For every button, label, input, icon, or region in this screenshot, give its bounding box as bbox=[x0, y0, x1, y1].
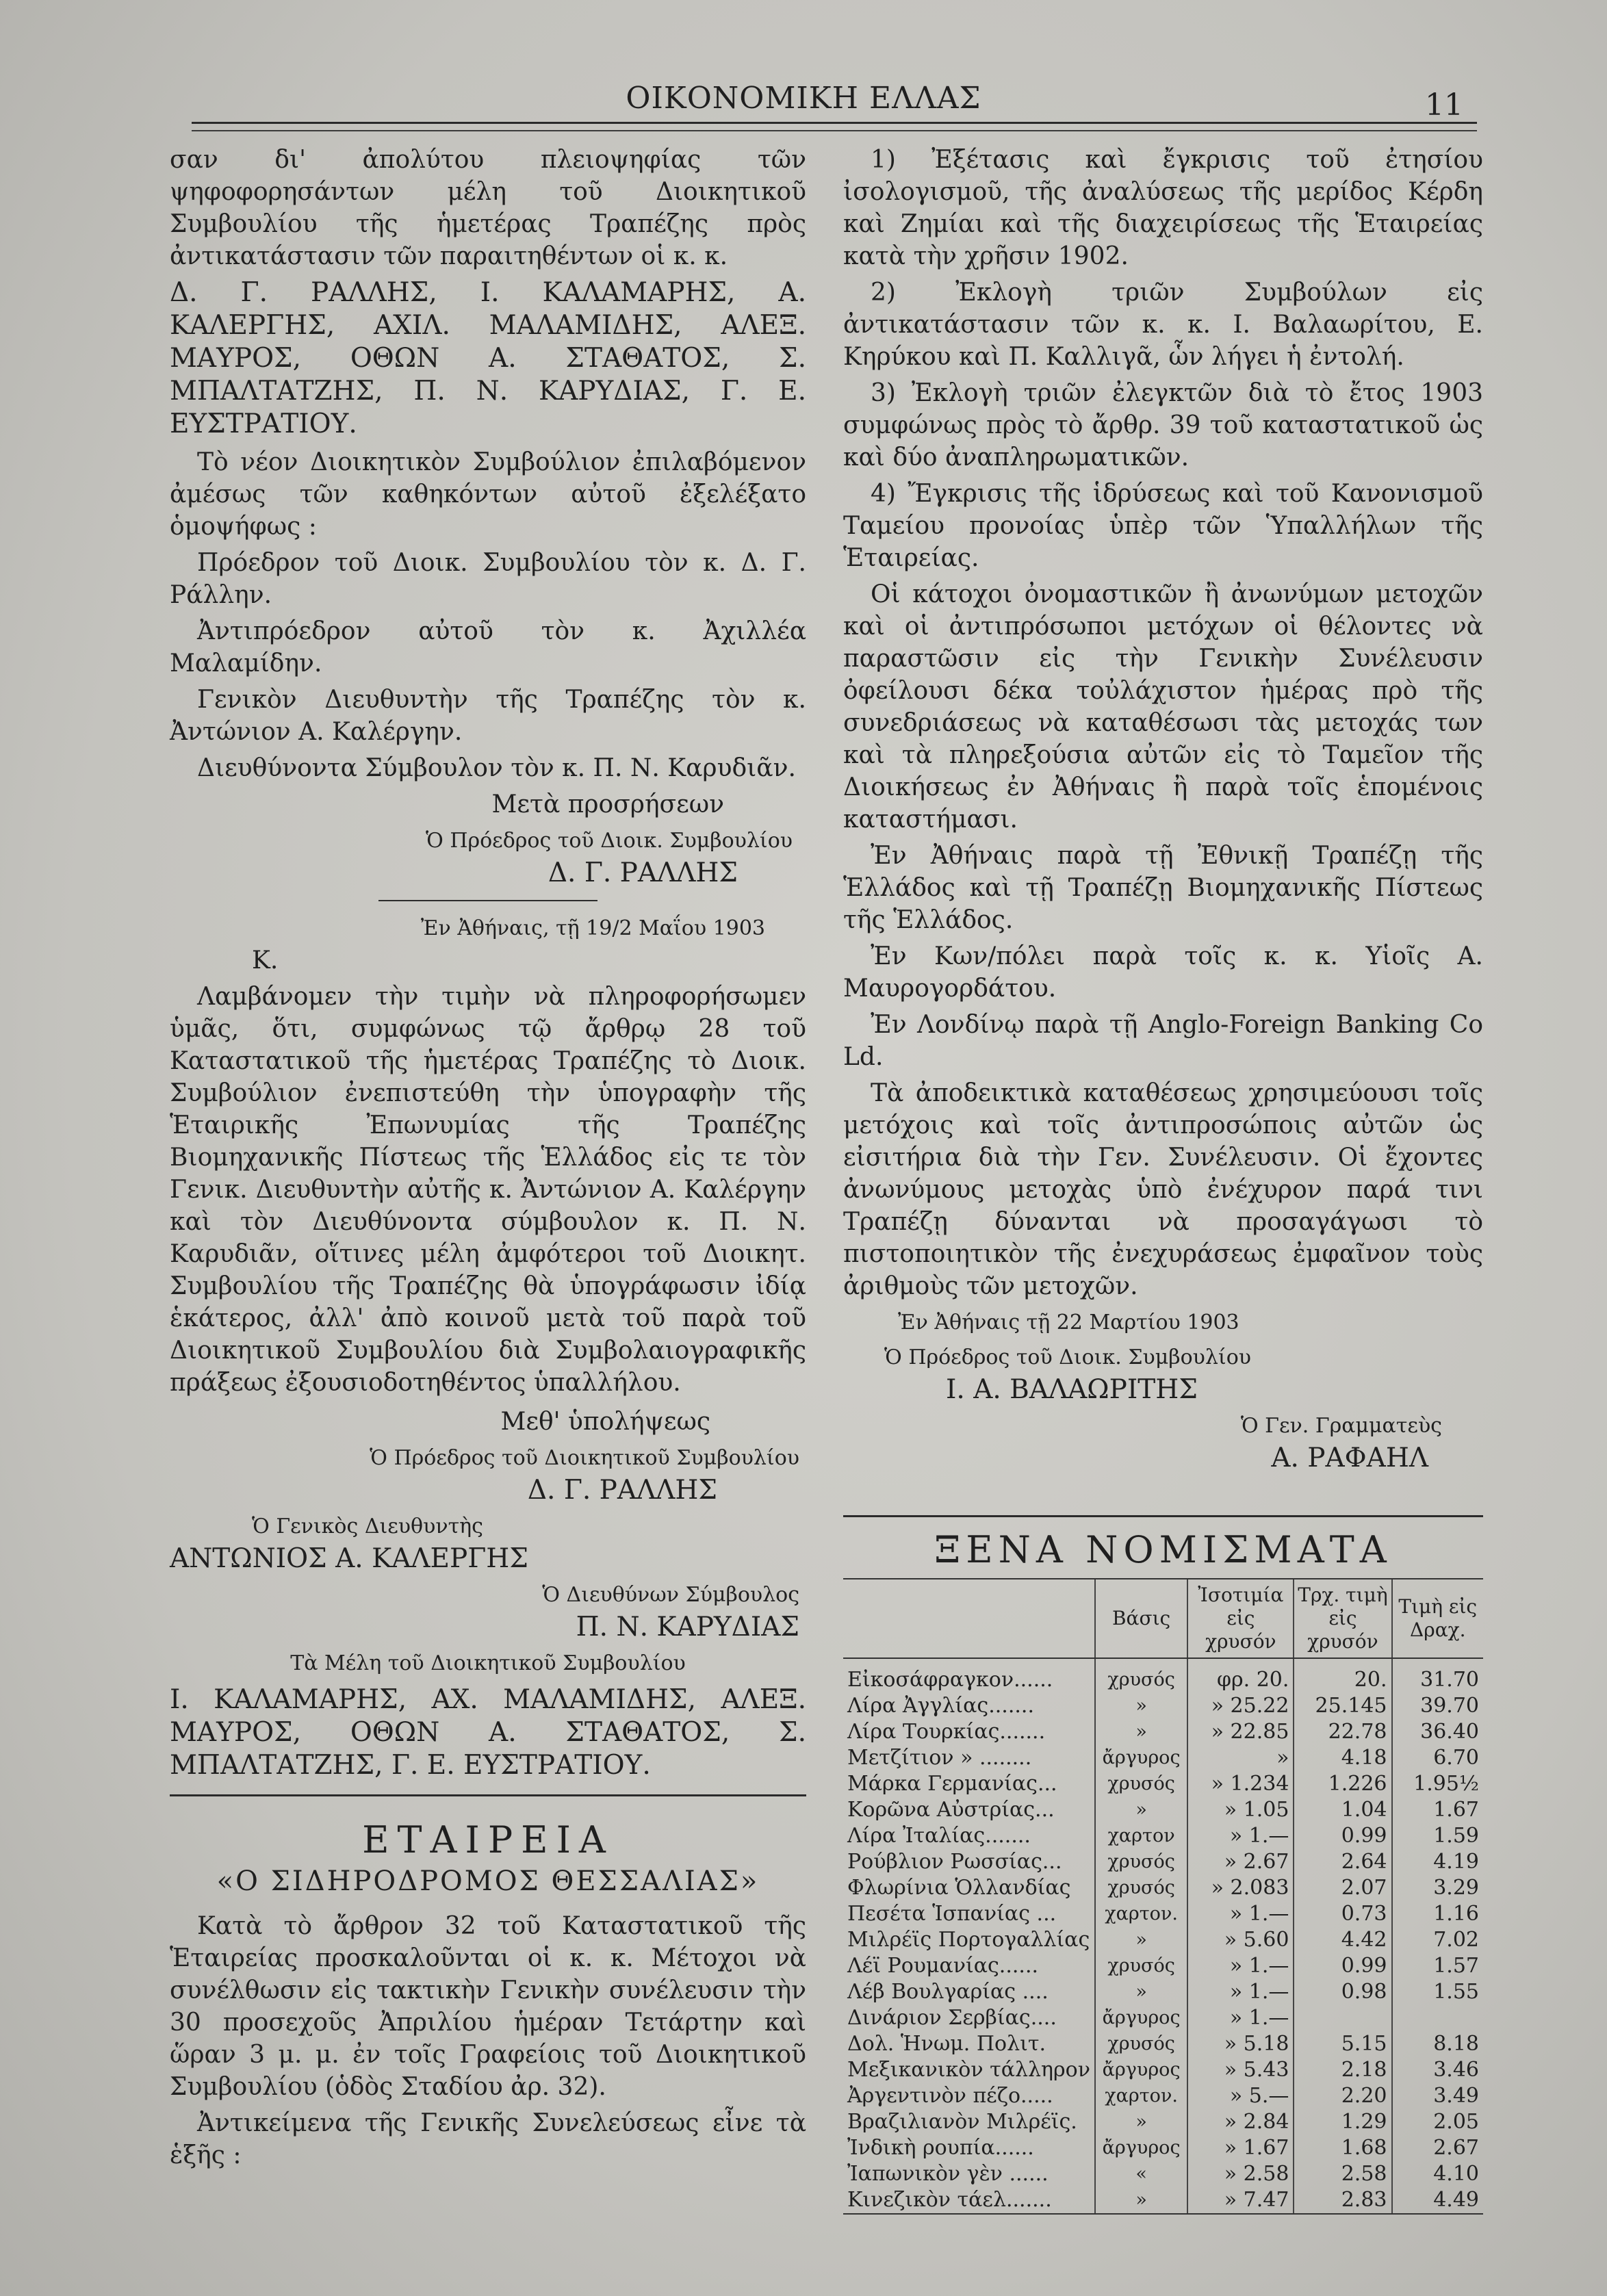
table-cell: « bbox=[1095, 2161, 1187, 2187]
board-members-list: Δ. Γ. ΡΑΛΛΗΣ, Ι. ΚΑΛΑΜΑΡΗΣ, Α. ΚΑΛΕΡΓΗΣ, ΑΧΙΛ. ΜΑΛΑΜΙΔΗΣ, ΑΛΕΞ. ΜΑΥΡΟΣ, ΟΘΩΝ Α. ΣΤΑΘΑΤΟΣ, Σ. ΜΠΑΛΤΑΤΖΗΣ, Π. Ν. ΚΑΡΥΔΙΑΣ, Γ. Ε. ΕΥΣΤΡΑΤΙΟΥ. bbox=[170, 277, 806, 439]
table-cell: 4.10 bbox=[1392, 2161, 1483, 2187]
page-number: 11 bbox=[1425, 88, 1463, 122]
table-cell: 6.70 bbox=[1392, 1745, 1483, 1771]
table-row bbox=[843, 2005, 1483, 2031]
left-paragraph-8: Κατὰ τὸ ἄρθρον 32 τοῦ Καταστατικοῦ τῆς Ἑταιρείας προσκαλοῦνται οἱ κ. κ. Μέτοχοι νὰ συνέλθωσιν εἰς τακτικὴν Γενικὴν συνέλευσιν τὴν 30 προσεχοῦς Ἀπριλίου ἡμέραν Τετάρτην καὶ ὥραν 3 μ. μ. ἐν τοῖς Γραφείοις τοῦ Διοικητικοῦ Συμβουλίου (ὁδὸς Σταδίου ἀρ. 32). bbox=[170, 1912, 806, 2101]
table-cell: 5.15 bbox=[1294, 2031, 1391, 2057]
table-cell: » bbox=[1095, 1693, 1187, 1719]
table-cell: 2.83 bbox=[1294, 2187, 1391, 2214]
table-cell: χρυσός bbox=[1095, 1953, 1187, 1979]
table-row bbox=[843, 2161, 1483, 2187]
table-cell: χαρτον bbox=[1095, 1823, 1187, 1849]
table-cell: » 1.— bbox=[1187, 1953, 1294, 1979]
signature-name-2: Δ. Γ. ΡΑΛΛΗΣ bbox=[527, 1475, 717, 1506]
table-row bbox=[843, 2083, 1483, 2109]
table-cell: χαρτον. bbox=[1095, 1901, 1187, 1927]
right-dateline: Ἐν Ἀθήναις τῇ 22 Μαρτίου 1903 bbox=[898, 1311, 1239, 1334]
table-row bbox=[843, 1797, 1483, 1823]
column-header: Τιμὴ εἰς Δραχ. bbox=[1392, 1579, 1483, 1658]
table-cell: χρυσός bbox=[1095, 1771, 1187, 1797]
column-header: Βάσις bbox=[1095, 1579, 1187, 1658]
table-cell: 1.59 bbox=[1392, 1823, 1483, 1849]
table-cell: Μεξικανικὸν τάλληρον bbox=[847, 2058, 1090, 2082]
right-signature-name-2: Α. ΡΑΦΑΗΛ bbox=[1271, 1443, 1428, 1473]
table-cell: » 5.18 bbox=[1187, 2031, 1294, 2057]
closing-salutation-2: Μεθ' ὑπολήψεως bbox=[500, 1408, 710, 1436]
table-cell: 2.07 bbox=[1294, 1875, 1391, 1901]
table-row bbox=[843, 1823, 1483, 1849]
masthead-title: ΟΙΚΟΝΟΜΙΚΗ ΕΛΛΑΣ bbox=[626, 81, 981, 116]
table-cell: » bbox=[1095, 1927, 1187, 1953]
column-header: Ἰσοτιμία εἰς χρυσόν bbox=[1187, 1579, 1294, 1658]
header-rule-thin bbox=[192, 130, 1477, 131]
table-cell: 7.02 bbox=[1392, 1927, 1483, 1953]
table-cell: Ἰνδικὴ ρουπία...... bbox=[847, 2136, 1034, 2160]
table-cell: Κορῶνα Αὐστρίας... bbox=[847, 1798, 1055, 1822]
left-paragraph-3: Πρόεδρον τοῦ Διοικ. Συμβουλίου τὸν κ. Δ. Γ. Ράλλην. bbox=[170, 549, 806, 609]
table-body bbox=[843, 1658, 1483, 2214]
foreign-currency-table bbox=[843, 1578, 1483, 2215]
table-cell: » 1.— bbox=[1187, 1979, 1294, 2005]
table-cell: 0.73 bbox=[1294, 1901, 1391, 1927]
table-cell: 1.67 bbox=[1392, 1797, 1483, 1823]
table-cell: Λέϊ Ρουμανίας...... bbox=[847, 1954, 1039, 1978]
right-column bbox=[843, 144, 1483, 2215]
table-cell: » bbox=[1095, 1719, 1187, 1745]
table-cell: Λίρα Τουρκίας....... bbox=[847, 1720, 1046, 1744]
table-cell: 3.29 bbox=[1392, 1875, 1483, 1901]
table-row bbox=[843, 1953, 1483, 1979]
table-cell: » 2.84 bbox=[1187, 2109, 1294, 2135]
members-names: Ι. ΚΑΛΑΜΑΡΗΣ, ΑΧ. ΜΑΛΑΜΙΔΗΣ, ΑΛΕΞ. ΜΑΥΡΟΣ, ΟΘΩΝ Α. ΣΤΑΘΑΤΟΣ, Σ. ΜΠΑΛΤΑΤΖΗΣ, Γ. Ε. ΕΥΣΤΡΑΤΙΟΥ. bbox=[170, 1684, 806, 1781]
right-signature-role-2: Ὁ Γεν. Γραμματεὺς bbox=[1240, 1414, 1442, 1438]
dateline: Ἐν Ἀθήναις, τῇ 19/2 Μαΐου 1903 bbox=[420, 916, 765, 940]
table-cell: 39.70 bbox=[1392, 1693, 1483, 1719]
table-cell: 0.99 bbox=[1294, 1953, 1391, 1979]
table-cell: » bbox=[1095, 2187, 1187, 2214]
table-cell: » 5.— bbox=[1187, 2083, 1294, 2109]
table-row bbox=[843, 2109, 1483, 2135]
right-signature-role-1: Ὁ Πρόεδρος τοῦ Διοικ. Συμβουλίου bbox=[884, 1345, 1251, 1369]
table-cell: » 1.— bbox=[1187, 1901, 1294, 1927]
column-header: Τρχ. τιμὴ εἰς χρυσόν bbox=[1294, 1579, 1391, 1658]
table-cell: » 2.083 bbox=[1187, 1875, 1294, 1901]
table-cell: 4.42 bbox=[1294, 1927, 1391, 1953]
agenda-item-3: 3) Ἐκλογὴ τριῶν ἐλεγκτῶν διὰ τὸ ἔτος 1903 συμφώνως πρὸς τὸ ἄρθρ. 39 τοῦ καταστατικοῦ ὡς καὶ δύο ἀναπληρωματικῶν. bbox=[843, 379, 1483, 472]
table-cell: » 1.— bbox=[1187, 1823, 1294, 1849]
table-row bbox=[843, 1719, 1483, 1745]
table-cell: Λέβ Βουλγαρίας .... bbox=[847, 1980, 1049, 2004]
table-cell: Εἰκοσάφραγκον...... bbox=[847, 1668, 1053, 1692]
left-paragraph-2: Τὸ νέον Διοικητικὸν Συμβούλιον ἐπιλαβόμενον ἀμέσως τῶν καθηκόντων αὐτοῦ ἐξελέξατο ὁμοψήφως : bbox=[170, 448, 806, 541]
section-title: ΕΤΑΙΡΕΙΑ bbox=[362, 1818, 614, 1861]
table-row bbox=[843, 1875, 1483, 1901]
signature-name-1: Δ. Γ. ΡΑΛΛΗΣ bbox=[548, 857, 738, 888]
table-cell: » 5.60 bbox=[1187, 1927, 1294, 1953]
table-row bbox=[843, 1849, 1483, 1875]
table-cell: χρυσός bbox=[1095, 1849, 1187, 1875]
table-cell: 2.64 bbox=[1294, 1849, 1391, 1875]
table-cell bbox=[1392, 2005, 1483, 2031]
section-subtitle: «Ο ΣΙΔΗΡΟΔΡΟΜΟΣ ΘΕΣΣΑΛΙΑΣ» bbox=[216, 1866, 760, 1897]
table-cell: Δολ. Ἡνωμ. Πολιτ. bbox=[847, 2032, 1046, 2056]
table-cell: 1.95½ bbox=[1392, 1771, 1483, 1797]
signature-role-1: Ὁ Πρόεδρος τοῦ Διοικ. Συμβουλίου bbox=[426, 829, 793, 853]
table-cell bbox=[1294, 2005, 1391, 2031]
table-cell: 2.05 bbox=[1392, 2109, 1483, 2135]
table-cell: χρυσός bbox=[1095, 1658, 1187, 1693]
table-cell: 4.18 bbox=[1294, 1745, 1391, 1771]
table-cell: 2.67 bbox=[1392, 2135, 1483, 2161]
left-paragraph-5: Γενικὸν Διευθυντὴν τῆς Τραπέζης τὸν κ. Ἀντώνιον Α. Καλέργην. bbox=[170, 686, 806, 746]
members-label: Τὰ Μέλη τοῦ Διοικητικοῦ Συμβουλίου bbox=[290, 1651, 686, 1675]
table-row bbox=[843, 1901, 1483, 1927]
table-cell: 20. bbox=[1294, 1658, 1391, 1693]
left-paragraph-9: Ἀντικείμενα τῆς Γενικῆς Συνελεύσεως εἶνε τὰ ἑξῆς : bbox=[170, 2109, 806, 2169]
table-cell: » 1.234 bbox=[1187, 1771, 1294, 1797]
table-cell: 0.99 bbox=[1294, 1823, 1391, 1849]
table-cell: 1.04 bbox=[1294, 1797, 1391, 1823]
table-cell: Λίρα Ἀγγλίας....... bbox=[847, 1694, 1034, 1718]
table-cell: 36.40 bbox=[1392, 1719, 1483, 1745]
table-cell: 1.16 bbox=[1392, 1901, 1483, 1927]
signature-name-4: Π. Ν. ΚΑΡΥΔΙΑΣ bbox=[576, 1612, 799, 1642]
table-cell: » 1.05 bbox=[1187, 1797, 1294, 1823]
table-row bbox=[843, 2057, 1483, 2083]
table-cell: Βραζιλιανὸν Μιλρέϊς. bbox=[847, 2110, 1077, 2134]
table-cell: » bbox=[1095, 1797, 1187, 1823]
column-header bbox=[843, 1579, 1095, 1658]
table-row bbox=[843, 1745, 1483, 1771]
table-cell: » 25.22 bbox=[1187, 1693, 1294, 1719]
table-cell: ἄργυρος bbox=[1095, 1745, 1187, 1771]
table-row bbox=[843, 1979, 1483, 2005]
signature-role-4: Ὁ Διευθύνων Σύμβουλος bbox=[542, 1583, 799, 1607]
right-paragraph-5: Τὰ ἀποδεικτικὰ καταθέσεως χρησιμεύουσι τοῖς μετόχοις καὶ τοῖς ἀντιπροσώποις αὐτῶν ὡς εἰσιτήρια διὰ τὴν Γεν. Συνέλευσιν. Οἱ ἔχοντες ἀνωνύμους μετοχὰς ὑπὸ ἐνέχυρον παρά τινι Τραπέζῃ δύνανται νὰ προσαγάγωσι τὸ πιστοποιητικὸν τῆς ἐνεχυράσεως ἐμφαῖνον τοὺς ἀριθμοὺς τῶν μετοχῶν. bbox=[843, 1079, 1483, 1300]
table-cell: » 1.67 bbox=[1187, 2135, 1294, 2161]
table-cell: » bbox=[1095, 2109, 1187, 2135]
addressee: Κ. bbox=[252, 946, 279, 975]
table-cell: » bbox=[1095, 1979, 1187, 2005]
table-cell: ἄργυρος bbox=[1095, 2005, 1187, 2031]
right-signature-name-1: Ι. Α. ΒΑΛΑΩΡΙΤΗΣ bbox=[946, 1374, 1198, 1405]
table-cell: Μάρκα Γερμανίας... bbox=[847, 1772, 1057, 1796]
table-row bbox=[843, 2135, 1483, 2161]
agenda-item-4: 4) Ἔγκρισις τῆς ἱδρύσεως καὶ τοῦ Κανονισμοῦ Ταμείου προνοίας ὑπὲρ τῶν Ὑπαλλήλων τῆς Ἑταιρείας. bbox=[843, 480, 1483, 572]
right-paragraph-2: Ἐν Ἀθήναις παρὰ τῇ Ἐθνικῇ Τραπέζῃ τῆς Ἑλλάδος καὶ τῇ Τραπέζῃ Βιομηχανικῆς Πίστεως τῆς Ἑλλάδος. bbox=[843, 842, 1483, 934]
table-cell: 2.18 bbox=[1294, 2057, 1391, 2083]
section-divider bbox=[170, 1794, 806, 1796]
table-cell: 2.20 bbox=[1294, 2083, 1391, 2109]
signature-role-2: Ὁ Πρόεδρος τοῦ Διοικητικοῦ Συμβουλίου bbox=[370, 1446, 799, 1470]
table-row bbox=[843, 1927, 1483, 1953]
table-cell: 1.57 bbox=[1392, 1953, 1483, 1979]
table-cell: 1.55 bbox=[1392, 1979, 1483, 2005]
table-cell: » 1.— bbox=[1187, 2005, 1294, 2031]
table-cell: » 2.67 bbox=[1187, 1849, 1294, 1875]
table-cell: χρυσός bbox=[1095, 1875, 1187, 1901]
left-column bbox=[170, 144, 806, 2176]
table-cell: 1.29 bbox=[1294, 2109, 1391, 2135]
table-cell: φρ. 20. bbox=[1187, 1658, 1294, 1693]
table-cell: ἄργυρος bbox=[1095, 2057, 1187, 2083]
table-cell: Κινεζικὸν τάελ....... bbox=[843, 2187, 1095, 2214]
left-paragraph-7: Λαμβάνομεν τὴν τιμὴν νὰ πληροφορήσωμεν ὑμᾶς, ὅτι, συμφώνως τῷ ἄρθρῳ 28 τοῦ Καταστατικοῦ τῆς ἡμετέρας Τραπέζης τὸ Διοικ. Συμβούλιον ἐνεπιστεύθη τὴν ὑπογραφὴν τῆς Ἑταιρικῆς Ἐπωνυμίας τῆς Τραπέζης Βιομηχανικῆς Πίστεως τῆς Ἑλλάδος εἰς τε τὸν Γενικ. Διευθυντὴν αὐτῆς κ. Ἀντώνιον Α. Καλέργην καὶ τὸν Διευθύνοντα σύμβουλον κ. Π. Ν. Καρυδιᾶν, οἵτινες μέλη ἀμφότεροι τοῦ Διοικητ. Συμβουλίου τῆς Τραπέζης θὰ ὑπογράφωσιν ἰδίᾳ ἑκάτερος, ἀλλ' ἀπὸ κοινοῦ μετὰ τοῦ παρὰ τοῦ Διοικητικοῦ Συμβουλίου διὰ Συμβολαιογραφικῆς πράξεως ἐξουσιοδοτηθέντος ὑπαλλήλου. bbox=[170, 983, 806, 1397]
table-cell: 31.70 bbox=[1392, 1658, 1483, 1693]
table-cell: χαρτον. bbox=[1095, 2083, 1187, 2109]
currency-section-divider bbox=[843, 1515, 1483, 1517]
table-row bbox=[843, 2187, 1483, 2214]
table-cell: Μετζίτιον » ........ bbox=[847, 1746, 1032, 1770]
closing-salutation-1: Μετὰ προσρήσεων bbox=[491, 790, 724, 818]
table-cell: 2.58 bbox=[1294, 2161, 1391, 2187]
left-paragraph-6: Διευθύνοντα Σύμβουλον τὸν κ. Π. Ν. Καρυδιᾶν. bbox=[197, 754, 796, 782]
table-cell: χρυσός bbox=[1095, 2031, 1187, 2057]
divider bbox=[378, 900, 597, 901]
header-rule bbox=[192, 122, 1477, 124]
currency-section-title: ΞΕΝΑ ΝΟΜΙΣΜΑΤΑ bbox=[934, 1528, 1392, 1571]
table-cell: » 22.85 bbox=[1187, 1719, 1294, 1745]
signature-name-3: ΑΝΤΩΝΙΟΣ Α. ΚΑΛΕΡΓΗΣ bbox=[170, 1543, 528, 1574]
table-row bbox=[843, 1693, 1483, 1719]
right-paragraph-4: Ἐν Λονδίνῳ παρὰ τῇ Anglo-Foreign Banking Co Ld. bbox=[843, 1011, 1483, 1071]
table-cell: Φλωρίνια Ὁλλανδίας bbox=[847, 1876, 1071, 1900]
table-cell: 3.46 bbox=[1392, 2057, 1483, 2083]
agenda-item-1: 1) Ἐξέτασις καὶ ἔγκρισις τοῦ ἐτησίου ἰσολογισμοῦ, τῆς ἀναλύσεως τῆς μερίδος Κέρδη καὶ Ζημίαι καὶ τῆς διαχειρίσεως τῆς Ἑταιρείας κατὰ τὴν χρῆσιν 1902. bbox=[843, 146, 1483, 270]
right-paragraph-3: Ἐν Κων/πόλει παρὰ τοῖς κ. κ. Υἱοῖς Α. Μαυρογορδάτου. bbox=[843, 942, 1483, 1003]
table-cell: ἄργυρος bbox=[1095, 2135, 1187, 2161]
table-cell: 1.68 bbox=[1294, 2135, 1391, 2161]
table-cell: Ἀργεντινὸν πέζο..... bbox=[847, 2084, 1053, 2108]
table-cell: Ἰαπωνικὸν γὲν ...... bbox=[847, 2162, 1049, 2186]
table-cell: 22.78 bbox=[1294, 1719, 1391, 1745]
table-cell: Λίρα Ἰταλίας....... bbox=[847, 1824, 1031, 1848]
table-cell: 25.145 bbox=[1294, 1693, 1391, 1719]
table-row bbox=[843, 1658, 1483, 1693]
table-header-row bbox=[843, 1579, 1483, 1658]
table-cell: Μιλρέϊς Πορτογαλλίας bbox=[847, 1928, 1090, 1952]
table-row bbox=[843, 2031, 1483, 2057]
table-cell: » 5.43 bbox=[1187, 2057, 1294, 2083]
table-cell: Δινάριον Σερβίας.... bbox=[847, 2006, 1057, 2030]
signature-role-3: Ὁ Γενικὸς Διευθυντὴς bbox=[252, 1514, 483, 1538]
left-paragraph-4: Ἀντιπρόεδρον αὐτοῦ τὸν κ. Ἀχιλλέα Μαλαμίδην. bbox=[170, 617, 806, 678]
table-cell: » 2.58 bbox=[1187, 2161, 1294, 2187]
table-cell: » bbox=[1187, 1745, 1294, 1771]
table-cell: 1.226 bbox=[1294, 1771, 1391, 1797]
agenda-item-2: 2) Ἐκλογὴ τριῶν Συμβούλων εἰς ἀντικατάστασιν τῶν κ. κ. Ι. Βαλαωρίτου, Ε. Κηρύκου καὶ Π. Καλλιγᾶ, ὧν λήγει ἡ ἐντολή. bbox=[843, 279, 1483, 371]
table-cell: Πεσέτα Ἱσπανίας ... bbox=[847, 1902, 1057, 1926]
left-paragraph-1: σαν δι' ἀπολύτου πλειοψηφίας τῶν ψηφοφορησάντων μέλη τοῦ Διοικητικοῦ Συμβουλίου τῆς ἡμετέρας Τραπέζης πρὸς ἀντικατάστασιν τῶν παραιτηθέντων οἱ κ. κ. bbox=[170, 146, 806, 270]
right-paragraph-1: Οἱ κάτοχοι ὀνομαστικῶν ἢ ἀνωνύμων μετοχῶν καὶ οἱ ἀντιπρόσωποι μετόχων οἱ θέλοντες νὰ παραστῶσιν εἰς τὴν Γενικὴν Συνέλευσιν ὀφείλουσι δέκα τοὐλάχιστον ἡμέρας πρὸ τῆς συνεδριάσεως νὰ καταθέσωσι τὰς μετοχάς των καὶ τὰ πληρεξούσια αὐτῶν εἰς τὸ Ταμεῖον τῆς Διοικήσεως ἐν Ἀθήναις ἢ παρὰ τοῖς ἑπομένοις καταστήμασι. bbox=[843, 580, 1483, 834]
table-cell: » 7.47 bbox=[1187, 2187, 1294, 2214]
table-cell: 4.49 bbox=[1392, 2187, 1483, 2214]
table-row bbox=[843, 1771, 1483, 1797]
table-cell: Ρούβλιον Ρωσσίας... bbox=[847, 1850, 1062, 1874]
table-cell: 4.19 bbox=[1392, 1849, 1483, 1875]
table-cell: 8.18 bbox=[1392, 2031, 1483, 2057]
table-cell: 3.49 bbox=[1392, 2083, 1483, 2109]
table-cell: 0.98 bbox=[1294, 1979, 1391, 2005]
